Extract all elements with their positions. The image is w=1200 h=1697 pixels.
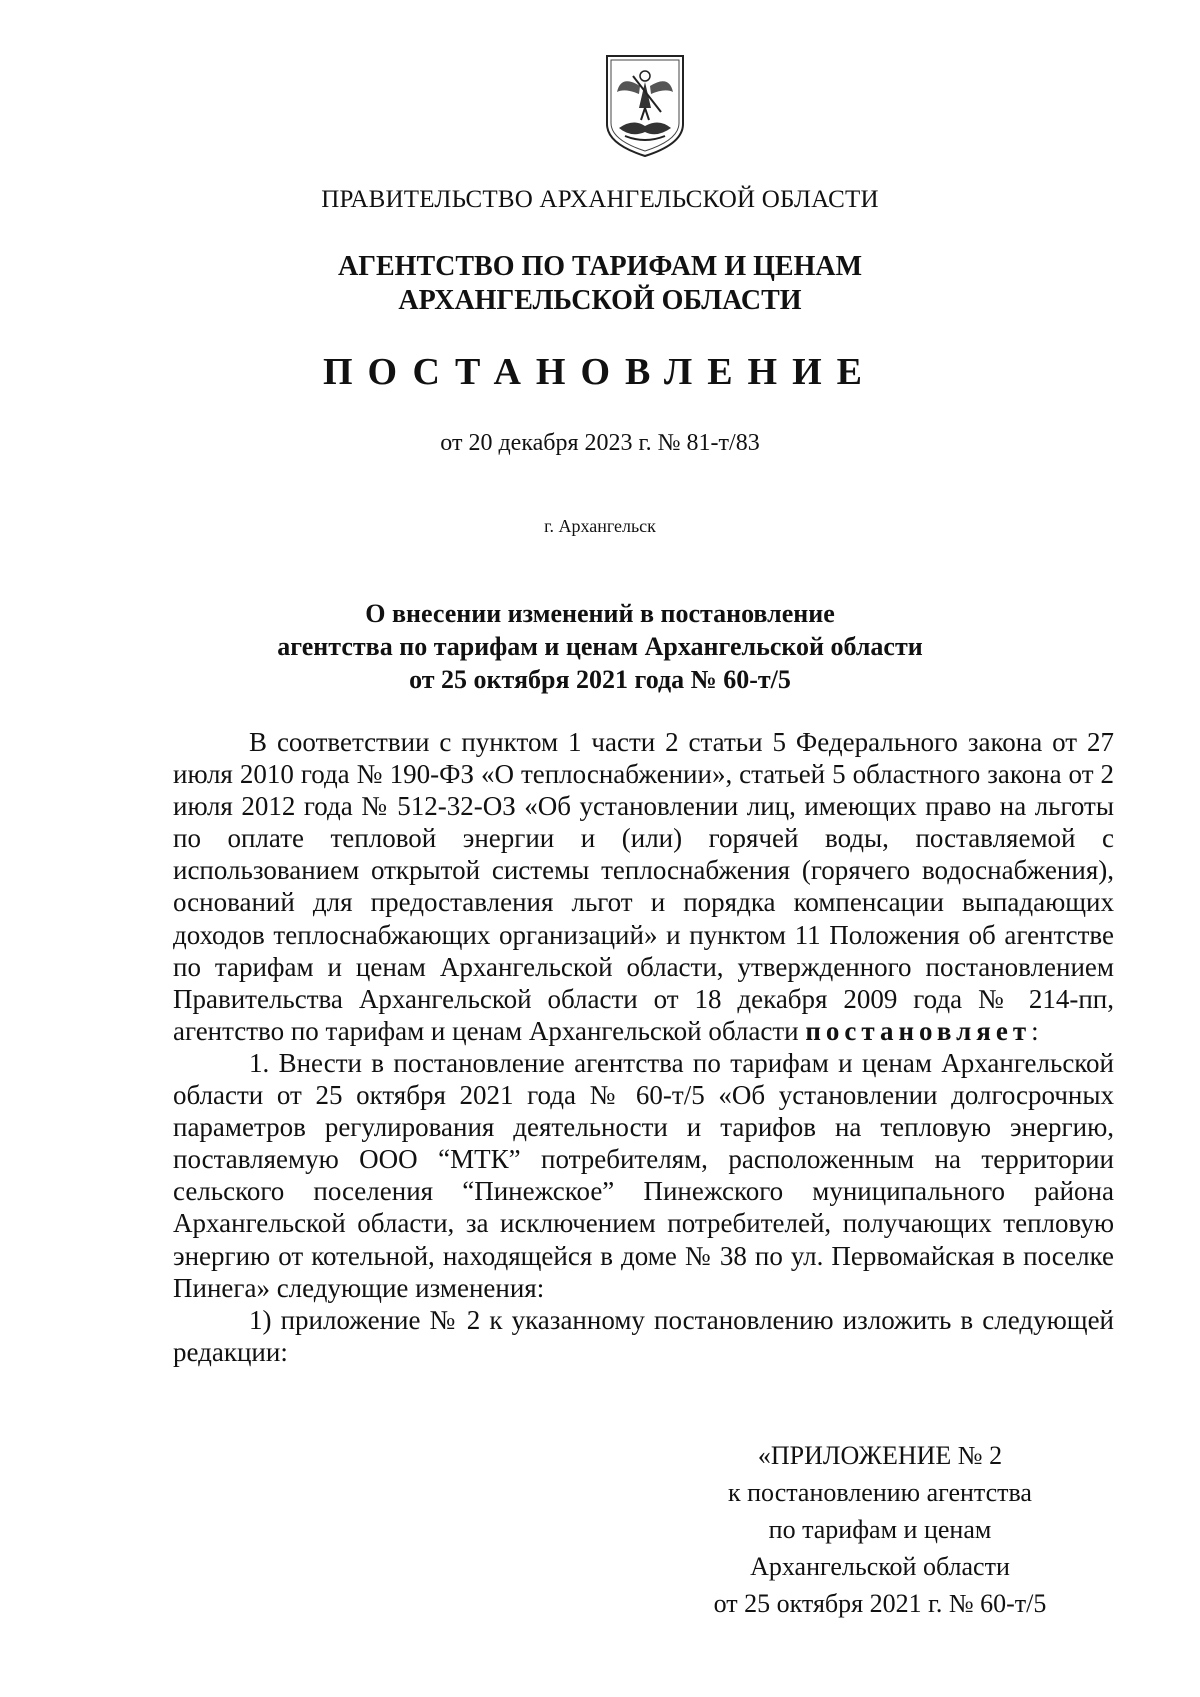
subject-line2: агентства по тарифам и ценам Архангельской области — [277, 632, 923, 661]
appendix-heading — [660, 1437, 1100, 1622]
appendix-line3: по тарифам и ценам — [768, 1515, 992, 1544]
appendix-line2: к постановлению агентства — [728, 1478, 1032, 1507]
agency-name — [0, 250, 1200, 318]
document-date-number: от 20 декабря 2023 г. № 81-т/83 — [440, 430, 760, 456]
agency-name-line2: АРХАНГЕЛЬСКОЙ ОБЛАСТИ — [398, 285, 802, 316]
body-paragraph-item-1: 1. Внести в постановление агентства по тарифам и ценам Архангельской области от 25 октября 2021 года № 60-т/5 «Об установлении долгосрочных параметров регулирования деятельности и тарифов на тепловую энергию, поставляемую ООО “МТК” потребителям, расположенным на территории сельского поселения “Пинежское” Пинежского муниципального района Архангельской области, за исключением потребителей, получающих тепловую энергию от котельной, находящейся в доме № 38 по ул. Первомайская в поселке Пинега» следующие изменения: — [173, 1047, 1114, 1303]
subject-line1: О внесении изменений в постановление — [365, 599, 835, 628]
document-body — [173, 726, 1114, 1368]
preamble-colon: : — [1031, 1015, 1039, 1046]
preamble-text: В соответствии с пунктом 1 части 2 статьи 5 Федерального закона от 27 июля 2010 года № 190-ФЗ «О теплоснабжении», статьей 5 областного закона от 2 июля 2012 года № 512-32-ОЗ «Об установлении лиц, имеющих право на льготы по оплате тепловой энергии и (или) горячей воды, поставляемой с использованием открытой системы теплоснабжения (горячего водоснабжения), оснований для предоставления льгот и порядка компенсации выпадающих доходов теплоснабжающих организаций» и пунктом 11 Положения об агентстве по тарифам и ценам Архангельской области, утвержденного постановлением Правительства Архангельской области от 18 декабря 2009 года № 214-пп, агентство по тарифам и ценам Архангельской области — [173, 727, 1114, 1046]
document-type: ПОСТАНОВЛЕНИЕ — [322, 351, 878, 393]
decree-word: постановляет — [805, 1015, 1032, 1046]
appendix-line4: Архангельской области — [750, 1552, 1010, 1581]
subject-line3: от 25 октября 2021 года № 60-т/5 — [409, 665, 791, 694]
coat-of-arms-icon — [603, 52, 687, 160]
appendix-line5: от 25 октября 2021 г. № 60-т/5 — [713, 1589, 1047, 1618]
government-name: ПРАВИТЕЛЬСТВО АРХАНГЕЛЬСКОЙ ОБЛАСТИ — [321, 186, 879, 213]
body-paragraph-subitem-1: 1) приложение № 2 к указанному постановлению изложить в следующей редакции: — [173, 1304, 1114, 1367]
agency-name-line1: АГЕНТСТВО ПО ТАРИФАМ И ЦЕНАМ — [337, 251, 863, 282]
document-city: г. Архангельск — [544, 516, 656, 536]
body-paragraph-preamble — [173, 726, 1114, 1047]
appendix-line1: «ПРИЛОЖЕНИЕ № 2 — [757, 1441, 1003, 1470]
document-subject — [0, 597, 1200, 696]
